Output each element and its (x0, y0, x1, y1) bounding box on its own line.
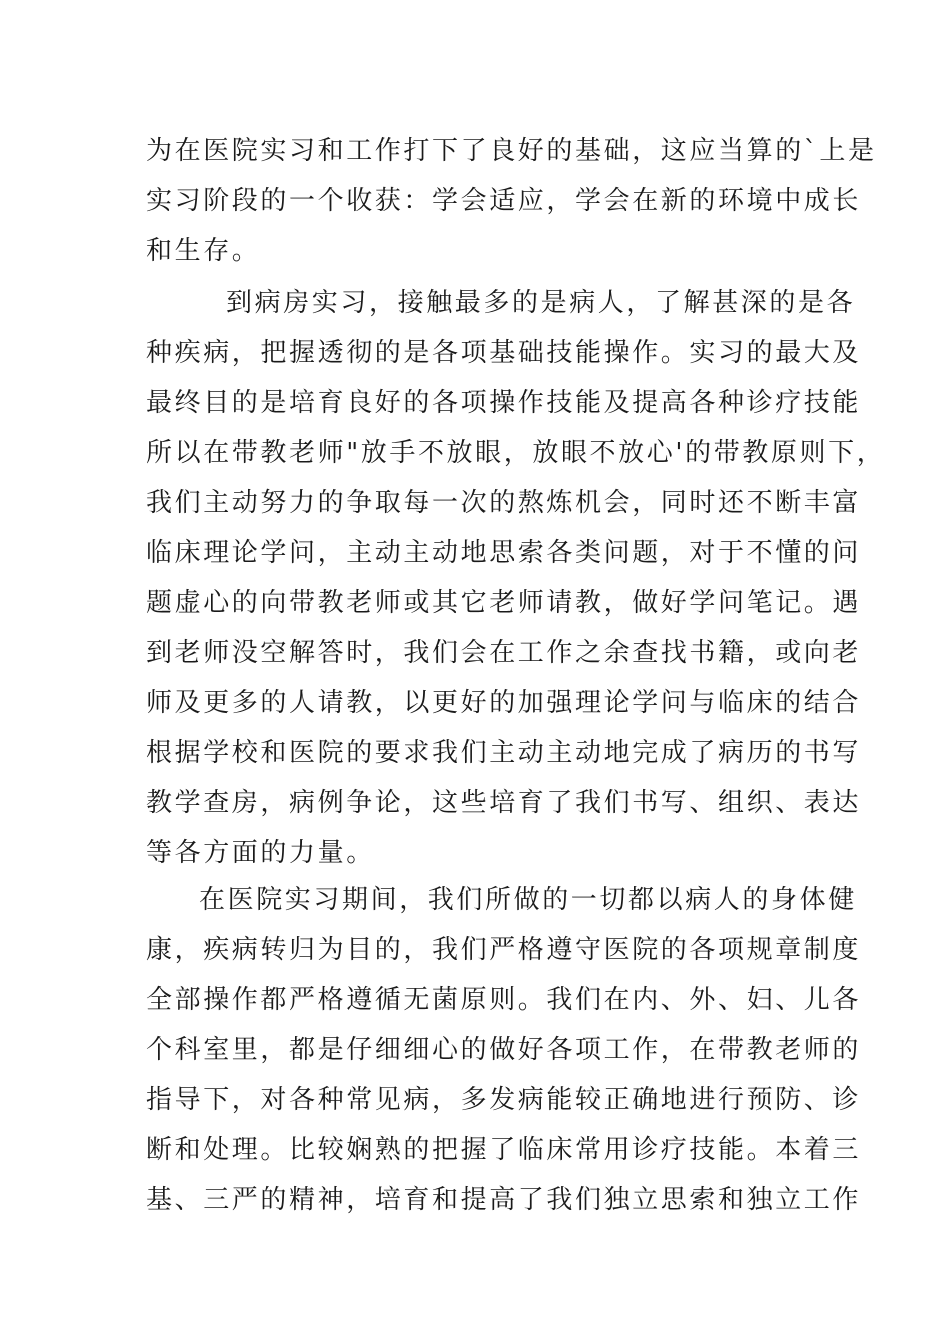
text-line: 题虚心的向带教老师或其它老师请教，做好学问笔记。遇 (146, 588, 862, 618)
text-line: 根据学校和医院的要求我们主动主动地完成了病历的书写 (146, 738, 862, 768)
text-line: 我们主动努力的争取每一次的熬炼机会，同时还不断丰富 (146, 488, 862, 518)
text-line: 断和处理。比较娴熟的把握了临床常用诊疗技能。本着三 (146, 1135, 862, 1165)
text-line: 教学查房，病例争论，这些培育了我们书写、组织、表达 (146, 788, 862, 818)
text-line: 基、三严的精神，培育和提高了我们独立思索和独立工作 (146, 1185, 862, 1215)
text-line: 最终目的是培育良好的各项操作技能及提高各种诊疗技能 (146, 388, 862, 418)
text-line: 全部操作都严格遵循无菌原则。我们在内、外、妇、儿各 (146, 985, 862, 1015)
text-line: 指导下，对各种常见病，多发病能较正确地进行预防、诊 (146, 1085, 862, 1115)
text-line: 师及更多的人请教，以更好的加强理论学问与临床的结合 (146, 688, 862, 718)
text-line: 到老师没空解答时，我们会在工作之余查找书籍，或向老 (146, 638, 862, 668)
text-line: 种疾病，把握透彻的是各项基础技能操作。实习的最大及 (146, 338, 862, 368)
paragraph-first-line: 到病房实习，接触最多的是病人，了解甚深的是各 (226, 288, 856, 318)
text-line: 康，疾病转归为目的，我们严格遵守医院的各项规章制度 (146, 935, 862, 965)
text-line: 个科室里，都是仔细细心的做好各项工作，在带教老师的 (146, 1035, 862, 1065)
paragraph-first-line: 在医院实习期间，我们所做的一切都以病人的身体健 (199, 885, 857, 915)
text-line: 所以在带教老师"放手不放眼，放眼不放心'的带教原则下， (146, 438, 886, 468)
text-line: 等各方面的力量。 (146, 838, 375, 868)
text-line: 临床理论学问，主动主动地思索各类问题，对于不懂的问 (146, 538, 862, 568)
text-line: 和生存。 (146, 236, 261, 266)
text-line: 为在医院实习和工作打下了良好的基础，这应当算的`上是 (146, 136, 877, 166)
text-line: 实习阶段的一个收获：学会适应，学会在新的环境中成长 (146, 186, 862, 216)
